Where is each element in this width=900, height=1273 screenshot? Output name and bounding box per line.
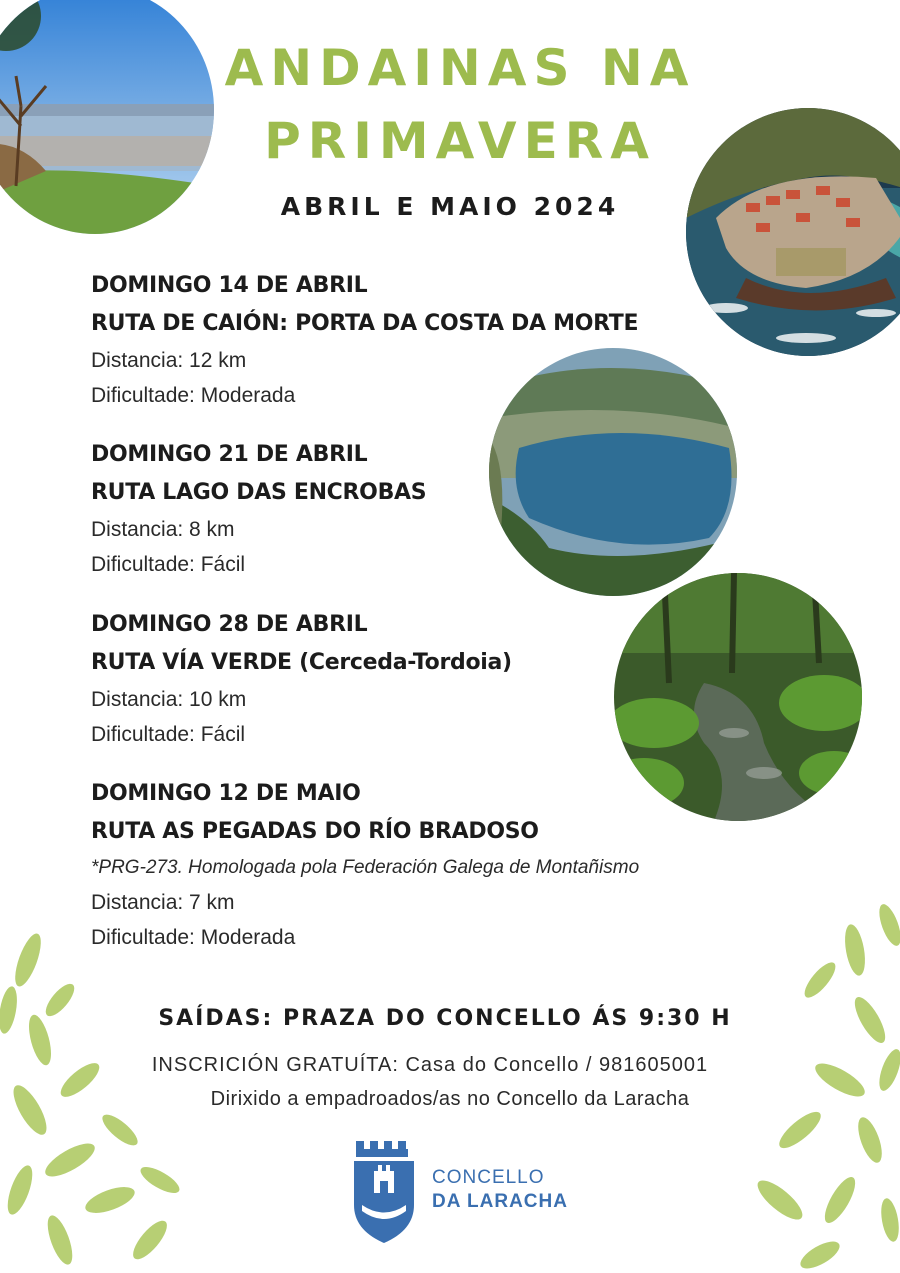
photo-lakeside xyxy=(0,0,214,234)
event-distance: Distancia: 12 km xyxy=(91,349,247,372)
event-distance: Distancia: 8 km xyxy=(91,518,235,541)
photo-forest-river xyxy=(614,573,862,821)
departure-info: SAÍDAS: PRAZA DO CONCELLO ÁS 9:30 H xyxy=(158,1006,732,1031)
event-difficulty: Dificultade: Fácil xyxy=(91,723,246,746)
event-note: *PRG-273. Homologada pola Federación Galega de Montañismo xyxy=(91,857,640,878)
logo-text-line-1: CONCELLO xyxy=(432,1167,545,1188)
title-line-2: PRIMAVERA xyxy=(264,112,656,170)
subtitle-dates: ABRIL E MAIO 2024 xyxy=(280,192,620,221)
event-date: DOMINGO 14 DE ABRIL xyxy=(91,273,368,298)
event-distance: Distancia: 7 km xyxy=(91,891,235,914)
castle-shield-icon xyxy=(352,1135,416,1245)
event-difficulty: Dificultade: Fácil xyxy=(91,553,246,576)
event-route: RUTA LAGO DAS ENCROBAS xyxy=(91,480,427,505)
event-date: DOMINGO 21 DE ABRIL xyxy=(91,442,368,467)
event-2 xyxy=(91,436,426,582)
event-1 xyxy=(91,267,638,413)
event-route: RUTA VÍA VERDE (Cerceda-Tordoia) xyxy=(91,650,512,675)
logo-text-line-2: DA LARACHA xyxy=(432,1191,568,1212)
event-distance: Distancia: 10 km xyxy=(91,688,247,711)
event-date: DOMINGO 28 DE ABRIL xyxy=(91,612,368,637)
registration-info: INSCRICIÓN GRATUÍTA: Casa do Concello / 981605001 xyxy=(151,1054,709,1076)
audience-info: Dirixido a empadroados/as no Concello da Laracha xyxy=(210,1088,690,1110)
event-date: DOMINGO 12 DE MAIO xyxy=(91,781,361,806)
event-difficulty: Dificultade: Moderada xyxy=(91,926,296,949)
leaf-decoration-right xyxy=(720,900,900,1273)
event-4 xyxy=(91,775,639,955)
event-route: RUTA DE CAIÓN: PORTA DA COSTA DA MORTE xyxy=(91,311,639,336)
event-difficulty: Dificultade: Moderada xyxy=(91,384,296,407)
event-3 xyxy=(91,606,512,752)
title-line-1: ANDAINAS NA xyxy=(224,39,696,97)
concello-logo xyxy=(352,1135,572,1245)
event-route: RUTA AS PEGADAS DO RÍO BRADOSO xyxy=(91,819,539,844)
